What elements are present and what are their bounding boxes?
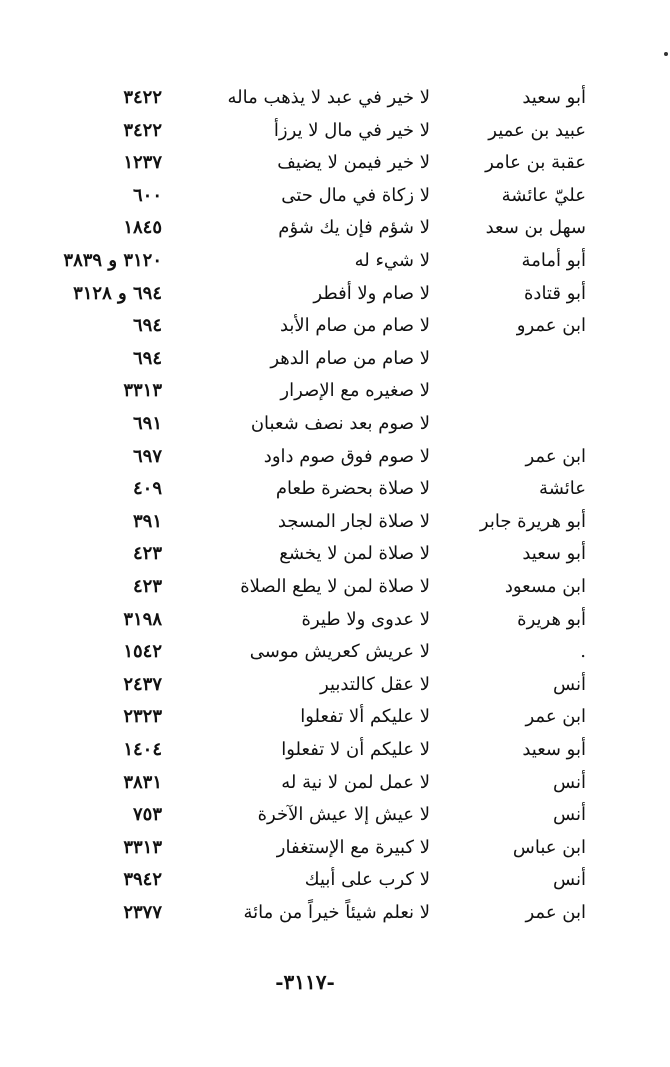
narrator-name: أبو سعيد — [522, 739, 586, 760]
narrator-name: ابن مسعود — [504, 576, 586, 597]
hadith-text: لا كبيرة مع الإستغفار — [276, 836, 430, 858]
narrator-name: ابن عباس — [512, 836, 586, 858]
page-reference: ٦٩٧ — [132, 445, 162, 467]
index-row — [0, 670, 670, 703]
page-reference: ٣٩٤٢ — [123, 869, 162, 891]
page-reference: ٣٤٢٢ — [123, 119, 162, 141]
page-reference: ٣١٢٠ و ٣٨٣٩ — [63, 250, 162, 271]
page-reference: ٦٩٤ — [132, 347, 162, 369]
page-reference: ١٥٤٢ — [123, 641, 162, 663]
hadith-text: لا كرب على أبيك — [304, 869, 430, 891]
page-number: -٣١١٧- — [275, 970, 335, 994]
index-row — [0, 279, 670, 312]
page-reference: ٧٥٣ — [132, 804, 162, 826]
index-row — [0, 83, 670, 116]
hadith-text: لا عدوى ولا طيرة — [301, 608, 430, 630]
hadith-text: لا صام من صام الدهر — [270, 347, 430, 369]
hadith-text: لا عليكم ألا تفعلوا — [300, 706, 430, 728]
narrator-name: عقبة بن عامر — [485, 152, 586, 174]
hadith-text: لا صغيره مع الإصرار — [280, 380, 430, 402]
hadith-text: لا نعلم شيئاً خيراً من مائة — [243, 902, 430, 923]
hadith-text: لا شيء له — [354, 250, 430, 271]
narrator-name: سهل بن سعد — [485, 217, 586, 239]
edge-mark — [664, 52, 668, 56]
hadith-text: لا عيش إلا عيش الآخرة — [257, 804, 430, 826]
narrator-name: أبو هريرة — [517, 608, 586, 630]
index-row — [0, 898, 670, 931]
index-row — [0, 148, 670, 181]
page-reference: ٣٤٢٢ — [123, 87, 162, 108]
hadith-text: لا خير في مال لا يرزأ — [273, 119, 430, 141]
index-row — [0, 735, 670, 768]
page-reference: ١٢٣٧ — [123, 152, 162, 174]
index-row — [0, 409, 670, 442]
index-row — [0, 311, 670, 344]
index-row — [0, 246, 670, 279]
hadith-text: لا عقل كالتدبير — [320, 673, 430, 695]
index-row — [0, 344, 670, 377]
hadith-text: لا صلاة لمن لا يطع الصلاة — [240, 576, 430, 597]
page-reference: ٤٢٣ — [132, 543, 162, 565]
page-reference: ٣١٩٨ — [123, 608, 162, 630]
hadith-text: لا عمل لمن لا نية له — [281, 771, 430, 793]
page-reference: ٣٨٣١ — [123, 771, 162, 793]
narrator-name: أبو هريرة جابر — [479, 510, 586, 532]
narrator-name: ابن عمر — [525, 445, 586, 467]
page-reference: ٤٠٩ — [132, 478, 162, 500]
page-reference: ٣٣١٣ — [123, 836, 162, 858]
index-row — [0, 833, 670, 866]
page-reference: ١٨٤٥ — [123, 217, 162, 239]
narrator-name: ابن عمر — [525, 902, 586, 923]
index-row — [0, 376, 670, 409]
page-reference: ٣٣١٣ — [123, 380, 162, 402]
page-reference: ٦٠٠ — [132, 184, 162, 206]
hadith-text: لا عليكم أن لا تفعلوا — [281, 739, 430, 760]
hadith-text: لا خير فيمن لا يضيف — [277, 152, 430, 174]
narrator-name: أنس — [553, 673, 586, 695]
narrator-name: أبو أمامة — [521, 250, 586, 271]
hadith-text: لا عريش كعريش موسى — [249, 641, 430, 663]
narrator-name: أنس — [553, 869, 586, 891]
page-reference: ٤٢٣ — [132, 576, 162, 597]
index-row — [0, 637, 670, 670]
index-row — [0, 507, 670, 540]
index-row — [0, 181, 670, 214]
hadith-index-list — [0, 83, 670, 933]
narrator-name: عليّ عائشة — [501, 184, 586, 206]
hadith-text: لا صام من صام الأبد — [279, 315, 430, 337]
narrator-name: أنس — [553, 804, 586, 826]
narrator-name: ابن عمرو — [516, 315, 586, 337]
page-reference: ٣٩١ — [132, 510, 162, 532]
page-reference: ٦٩٤ — [132, 315, 162, 337]
page-reference: ٦٩١ — [132, 413, 162, 434]
hadith-text: لا زكاة في مال حتى — [281, 184, 430, 206]
index-row — [0, 768, 670, 801]
page-reference: ٦٩٤ و ٣١٢٨ — [73, 282, 162, 304]
index-row — [0, 474, 670, 507]
index-row — [0, 213, 670, 246]
narrator-name: عبيد بن عمير — [488, 119, 586, 141]
page-reference: ٢٣٢٣ — [123, 706, 162, 728]
page-reference: ١٤٠٤ — [123, 739, 162, 760]
hadith-text: لا صام ولا أفطر — [313, 282, 430, 304]
index-row — [0, 442, 670, 475]
page-reference: ٢٣٧٧ — [123, 902, 162, 923]
narrator-name: أبو سعيد — [522, 87, 586, 108]
narrator-name: عائشة — [539, 478, 586, 500]
index-row — [0, 865, 670, 898]
narrator-name: أبو سعيد — [522, 543, 586, 565]
hadith-text: لا صوم فوق صوم داود — [263, 445, 430, 467]
index-row — [0, 572, 670, 605]
hadith-text: لا شؤم فإن يك شؤم — [278, 217, 430, 239]
narrator-name: ابن عمر — [525, 706, 586, 728]
index-row — [0, 800, 670, 833]
narrator-name: أبو قتادة — [524, 282, 586, 304]
hadith-text: لا صلاة لجار المسجد — [277, 510, 430, 532]
narrator-name: . — [580, 641, 586, 663]
page-reference: ٢٤٣٧ — [123, 673, 162, 695]
index-row — [0, 539, 670, 572]
hadith-text: لا صلاة بحضرة طعام — [275, 478, 430, 500]
hadith-text: لا صوم بعد نصف شعبان — [250, 413, 430, 434]
hadith-text: لا صلاة لمن لا يخشع — [279, 543, 430, 565]
hadith-text: لا خير في عبد لا يذهب ماله — [227, 87, 430, 108]
index-row — [0, 116, 670, 149]
index-row — [0, 605, 670, 638]
index-row — [0, 702, 670, 735]
narrator-name: أنس — [553, 771, 586, 793]
